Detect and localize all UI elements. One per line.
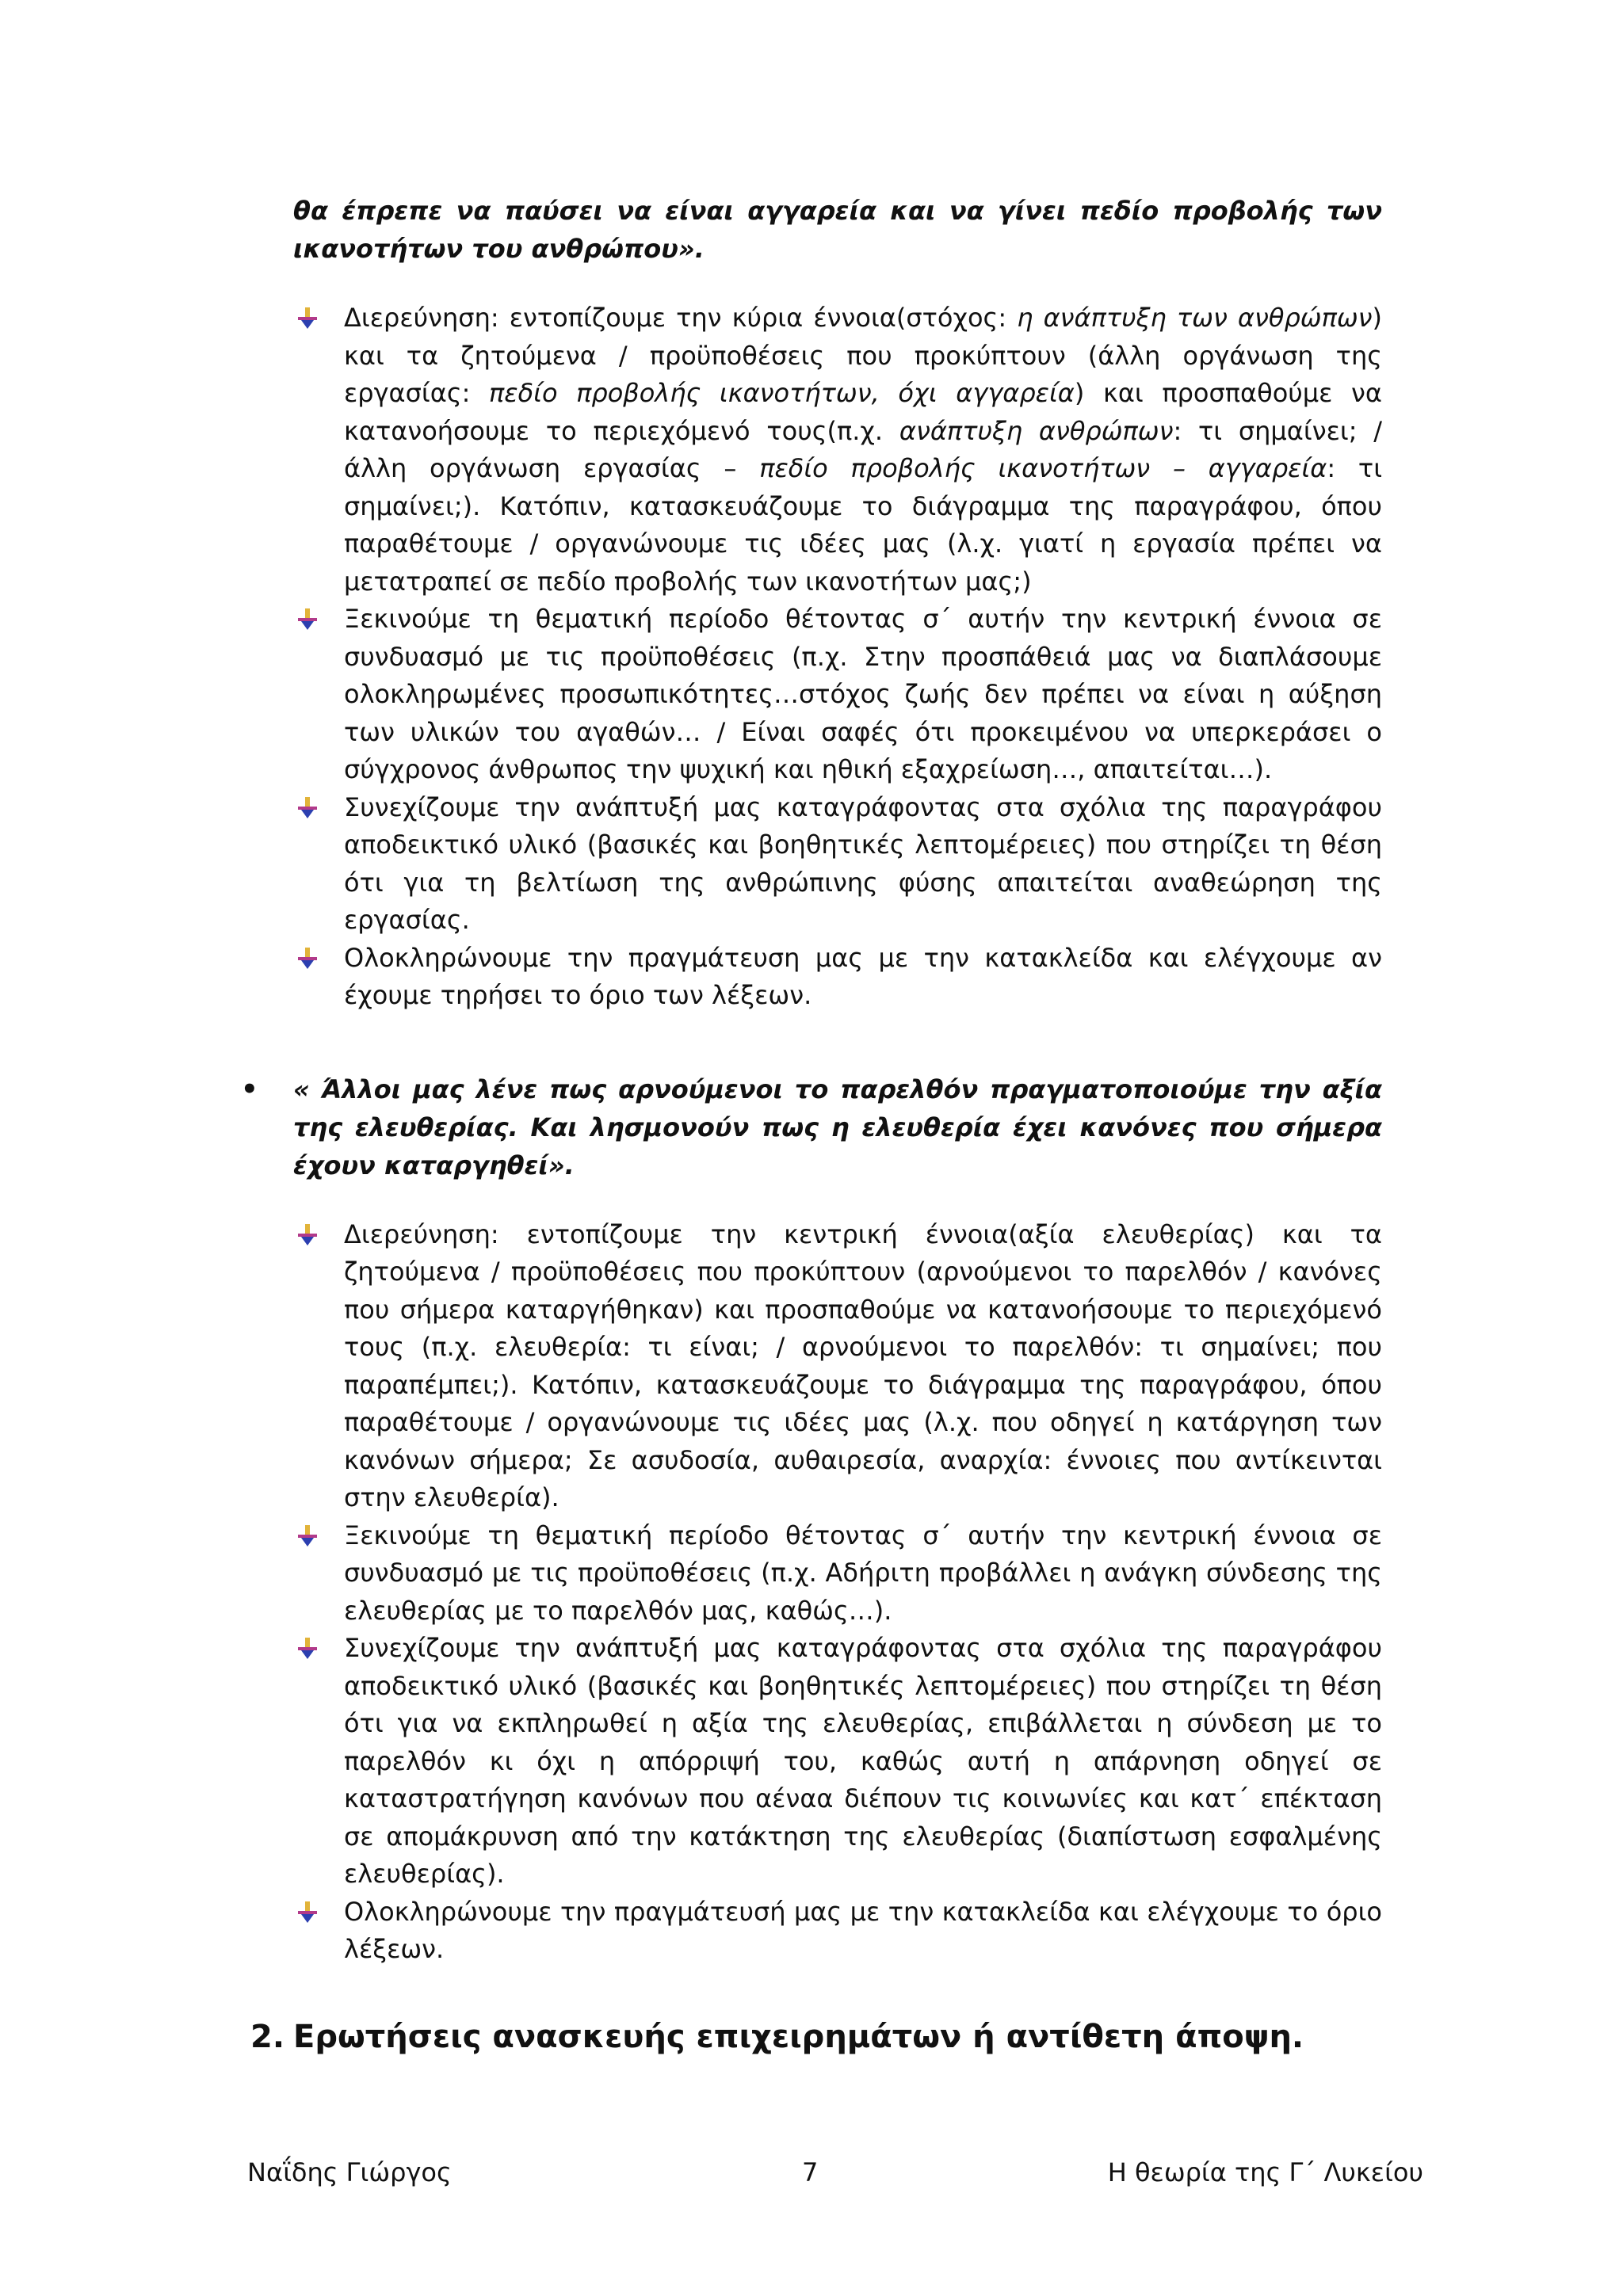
section-heading (250, 2013, 1382, 2061)
arrow-bullet-icon (296, 1224, 319, 1246)
arrow-bullet-icon (296, 1525, 319, 1547)
arrow-bullet-icon (296, 1901, 319, 1924)
footer-book-title: Η θεωρία της Γ΄ Λυκείου (1107, 2157, 1423, 2187)
list-item: Συνεχίζουμε την ανάπτυξή μας καταγράφοντας στα σχόλια της παραγράφου αποδεικτικό υλικό (βασικές και βοηθητικές λεπτομέρειες) που στηρίζει τη θέση ότι για να εκπληρωθεί η αξία της ελευθερίας, επιβάλλεται η σύνδεση με το παρελθόν κι όχι η απόρριψή του, καθώς αυτή η απάρνηση οδηγεί σε καταστρατήγηση κανόνων που αέναα διέπουν τις κοινωνίες και κατ΄ επέκταση σε απομάκρυνση από την κατάκτηση της ελευθερίας (διαπίστωση εσφαλμένης ελευθερίας). (344, 1630, 1382, 1894)
section-number: 2. (250, 2018, 285, 2055)
list-item: Ολοκληρώνουμε την πραγμάτευση μας με την κατακλείδα και ελέγχουμε αν έχουμε τηρήσει το όριο των λέξεων. (344, 940, 1382, 1015)
section-title: Ερωτήσεις ανασκευής επιχειρημάτων ή αντίθετη άποψη. (293, 2018, 1304, 2055)
footer-page-number: 7 (802, 2157, 819, 2187)
arrow-bullet-icon (296, 608, 319, 631)
arrow-bullet-icon (296, 307, 319, 330)
list-item: Ξεκινούμε τη θεματική περίοδο θέτοντας σ΄ αυτήν την κεντρική έννοια σε συνδυασμό με τις προϋποθέσεις (π.χ. Αδήριτη προβάλλει η ανάγκη σύνδεσης της ελευθερίας με το παρελθόν μας, καθώς…). (344, 1517, 1382, 1630)
topic-bullet: • (241, 1073, 258, 1105)
footer-author: Ναΐδης Γιώργος (247, 2157, 452, 2187)
list-item: Ολοκληρώνουμε την πραγμάτευσή μας με την κατακλείδα και ελέγχουμε το όριο λέξεων. (344, 1894, 1382, 1969)
list-item: Διερεύνηση: εντοπίζουμε την κύρια έννοια(στόχος: η ανάπτυξη των ανθρώπων) και τα ζητούμενα / προϋποθέσεις που προκύπτουν (άλλη οργάνωση της εργασίας: πεδίο προβολής ικανοτήτων, όχι αγγαρεία) και προσπαθούμε να κατανοήσουμε το περιεχόμενό τους(π.χ. ανάπτυξη ανθρώπων: τι σημαίνει; / άλλη οργάνωση εργασίας – πεδίο προβολής ικανοτήτων – αγγαρεία: τι σημαίνει;). Κατόπιν, κατασκευάζουμε το διάγραμμα της παραγράφου, όπου παραθέτουμε / οργανώνουμε τις ιδέες μας (λ.χ. γιατί η εργασία πρέπει να μετατραπεί σε πεδίο προβολής των ικανοτήτων μας;) (344, 299, 1382, 601)
arrow-bullet-icon (296, 797, 319, 819)
topic-quote (241, 1070, 1382, 1184)
list-item: Διερεύνηση: εντοπίζουμε την κεντρική έννοια(αξία ελευθερίας) και τα ζητούμενα / προϋποθέσεις που προκύπτουν (αρνούμενοι το παρελθόν / κανόνες που σήμερα καταργήθηκαν) και προσπαθούμε να κατανοήσουμε το περιεχόμενό τους (π.χ. ελευθερία: τι είναι; / αρνούμενοι το παρελθόν: τι σημαίνει; που παραπέμπει;). Κατόπιν, κατασκευάζουμε το διάγραμμα της παραγράφου, όπου παραθέτουμε / οργανώνουμε τις ιδέες μας (λ.χ. που οδηγεί η κατάργηση των κανόνων σήμερα; Σε ασυδοσία, αυθαιρεσία, αναρχία: έννοιες που αντίκεινται στην ελευθερία). (344, 1216, 1382, 1517)
topic-quote-text: « Άλλοι μας λένε πως αρνούμενοι το παρελθόν πραγματοποιούμε την αξία της ελευθερίας. Και λησμονούν πως η ελευθερία έχει κανόνες που σήμερα έχουν καταργηθεί». (293, 1074, 1382, 1180)
steps-list-2 (293, 1216, 1382, 1969)
arrow-bullet-icon (296, 1638, 319, 1660)
arrow-bullet-icon (296, 948, 319, 970)
list-item: Συνεχίζουμε την ανάπτυξή μας καταγράφοντας στα σχόλια της παραγράφου αποδεικτικό υλικό (βασικές και βοηθητικές λεπτομέρειες) που στηρίζει τη θέση ότι για τη βελτίωση της ανθρώπινης φύσης απαιτείται αναθεώρηση της εργασίας. (344, 789, 1382, 940)
page-content (241, 192, 1383, 2061)
intro-quote-ending: θα έπρεπε να παύσει να είναι αγγαρεία και να γίνει πεδίο προβολής των ικανοτήτων του ανθρώπου». (293, 196, 1382, 264)
list-item: Ξεκινούμε τη θεματική περίοδο θέτοντας σ΄ αυτήν την κεντρική έννοια σε συνδυασμό με τις προϋποθέσεις (π.χ. Στην προσπάθειά μας να διαπλάσουμε ολοκληρωμένες προσωπικότητες…στόχος ζωής δεν πρέπει να είναι η αύξηση των υλικών του αγαθών… / Είναι σαφές ότι προκειμένου να υπερκεράσει ο σύγχρονος άνθρωπος την ψυχική και ηθική εξαχρείωση…, απαιτείται…). (344, 601, 1382, 789)
steps-list-1 (293, 299, 1382, 1015)
